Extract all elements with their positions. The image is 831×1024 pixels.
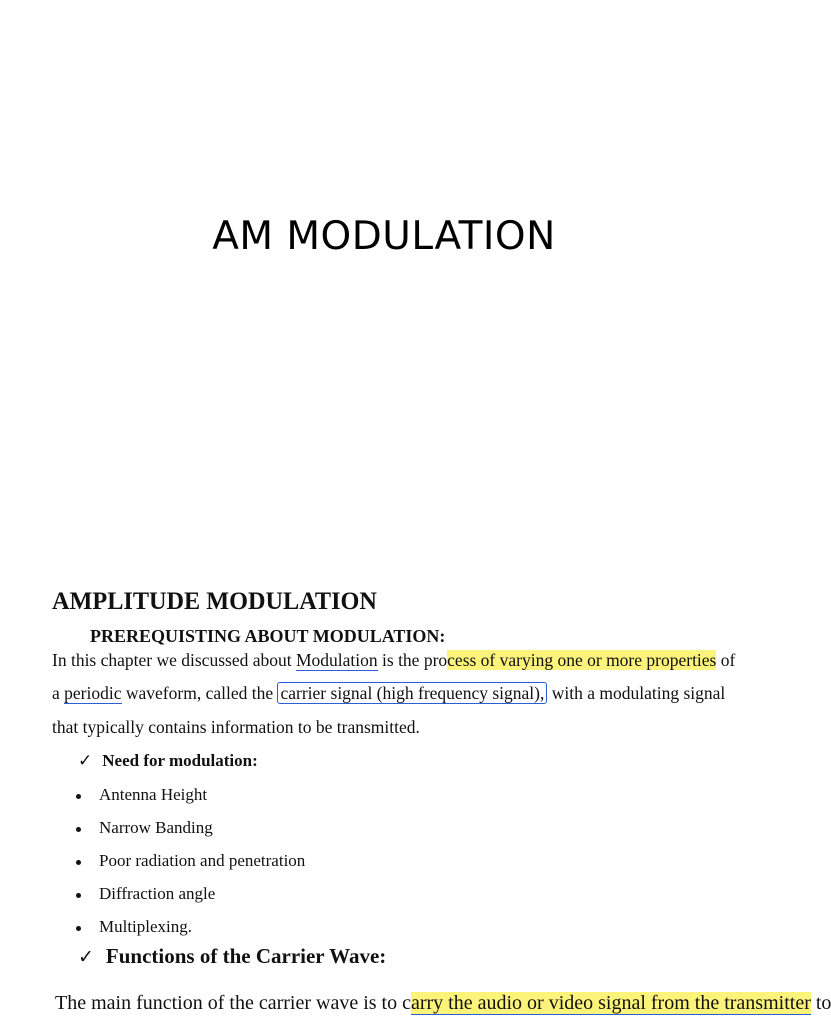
boxed-term: carrier signal (high frequency signal),	[277, 682, 547, 704]
highlighted-text: arry the audio or video signal from the transmitter	[410, 992, 811, 1014]
text-segment: waveform, called the	[121, 683, 278, 703]
text-segment: is the pro	[377, 650, 448, 670]
need-label: Need for modulation:	[102, 751, 258, 770]
slide-title: AM MODULATION	[212, 214, 556, 259]
bullet-text: Multiplexing.	[99, 917, 193, 936]
underlined-term: Modulation	[295, 650, 378, 670]
underlined-term: periodic	[64, 683, 122, 703]
carrier-text-line	[55, 992, 831, 1015]
text-segment: In this chapter we discussed about	[52, 650, 296, 670]
document-subheading: PREREQUISTING ABOUT MODULATION:	[90, 626, 446, 646]
bullet-item	[76, 917, 192, 937]
bullet-icon	[76, 860, 81, 865]
bullet-item	[76, 851, 305, 871]
check-icon: ✓	[78, 751, 93, 770]
bullet-item	[76, 884, 215, 904]
text-segment: a	[52, 683, 65, 703]
paragraph-line-2	[52, 683, 725, 704]
bullet-icon	[76, 926, 81, 931]
bullet-text: Antenna Height	[99, 785, 208, 804]
check-icon: ✓	[78, 947, 94, 968]
bullet-text: Narrow Banding	[99, 818, 213, 837]
bullet-text: Poor radiation and penetration	[99, 851, 306, 870]
text-segment: to	[810, 992, 831, 1014]
bullet-icon	[76, 794, 81, 799]
carrier-heading	[78, 944, 386, 969]
bullet-icon	[76, 827, 81, 832]
bullet-text: Diffraction angle	[99, 884, 216, 903]
carrier-label: Functions of the Carrier Wave:	[105, 944, 387, 968]
text-segment: with a modulating signal	[547, 683, 726, 703]
text-segment: of	[716, 650, 736, 670]
bullet-item	[76, 818, 213, 838]
paragraph-line-3: that typically contains information to be transmitted.	[52, 717, 420, 737]
text-segment: The main function of the carrier wave is to c	[55, 992, 411, 1014]
highlighted-text: cess of varying one or more properties	[447, 650, 717, 670]
bullet-icon	[76, 893, 81, 898]
document-heading: AMPLITUDE MODULATION	[52, 588, 377, 615]
need-heading	[78, 751, 258, 771]
bullet-item	[76, 785, 207, 805]
paragraph-line-1	[52, 650, 735, 671]
